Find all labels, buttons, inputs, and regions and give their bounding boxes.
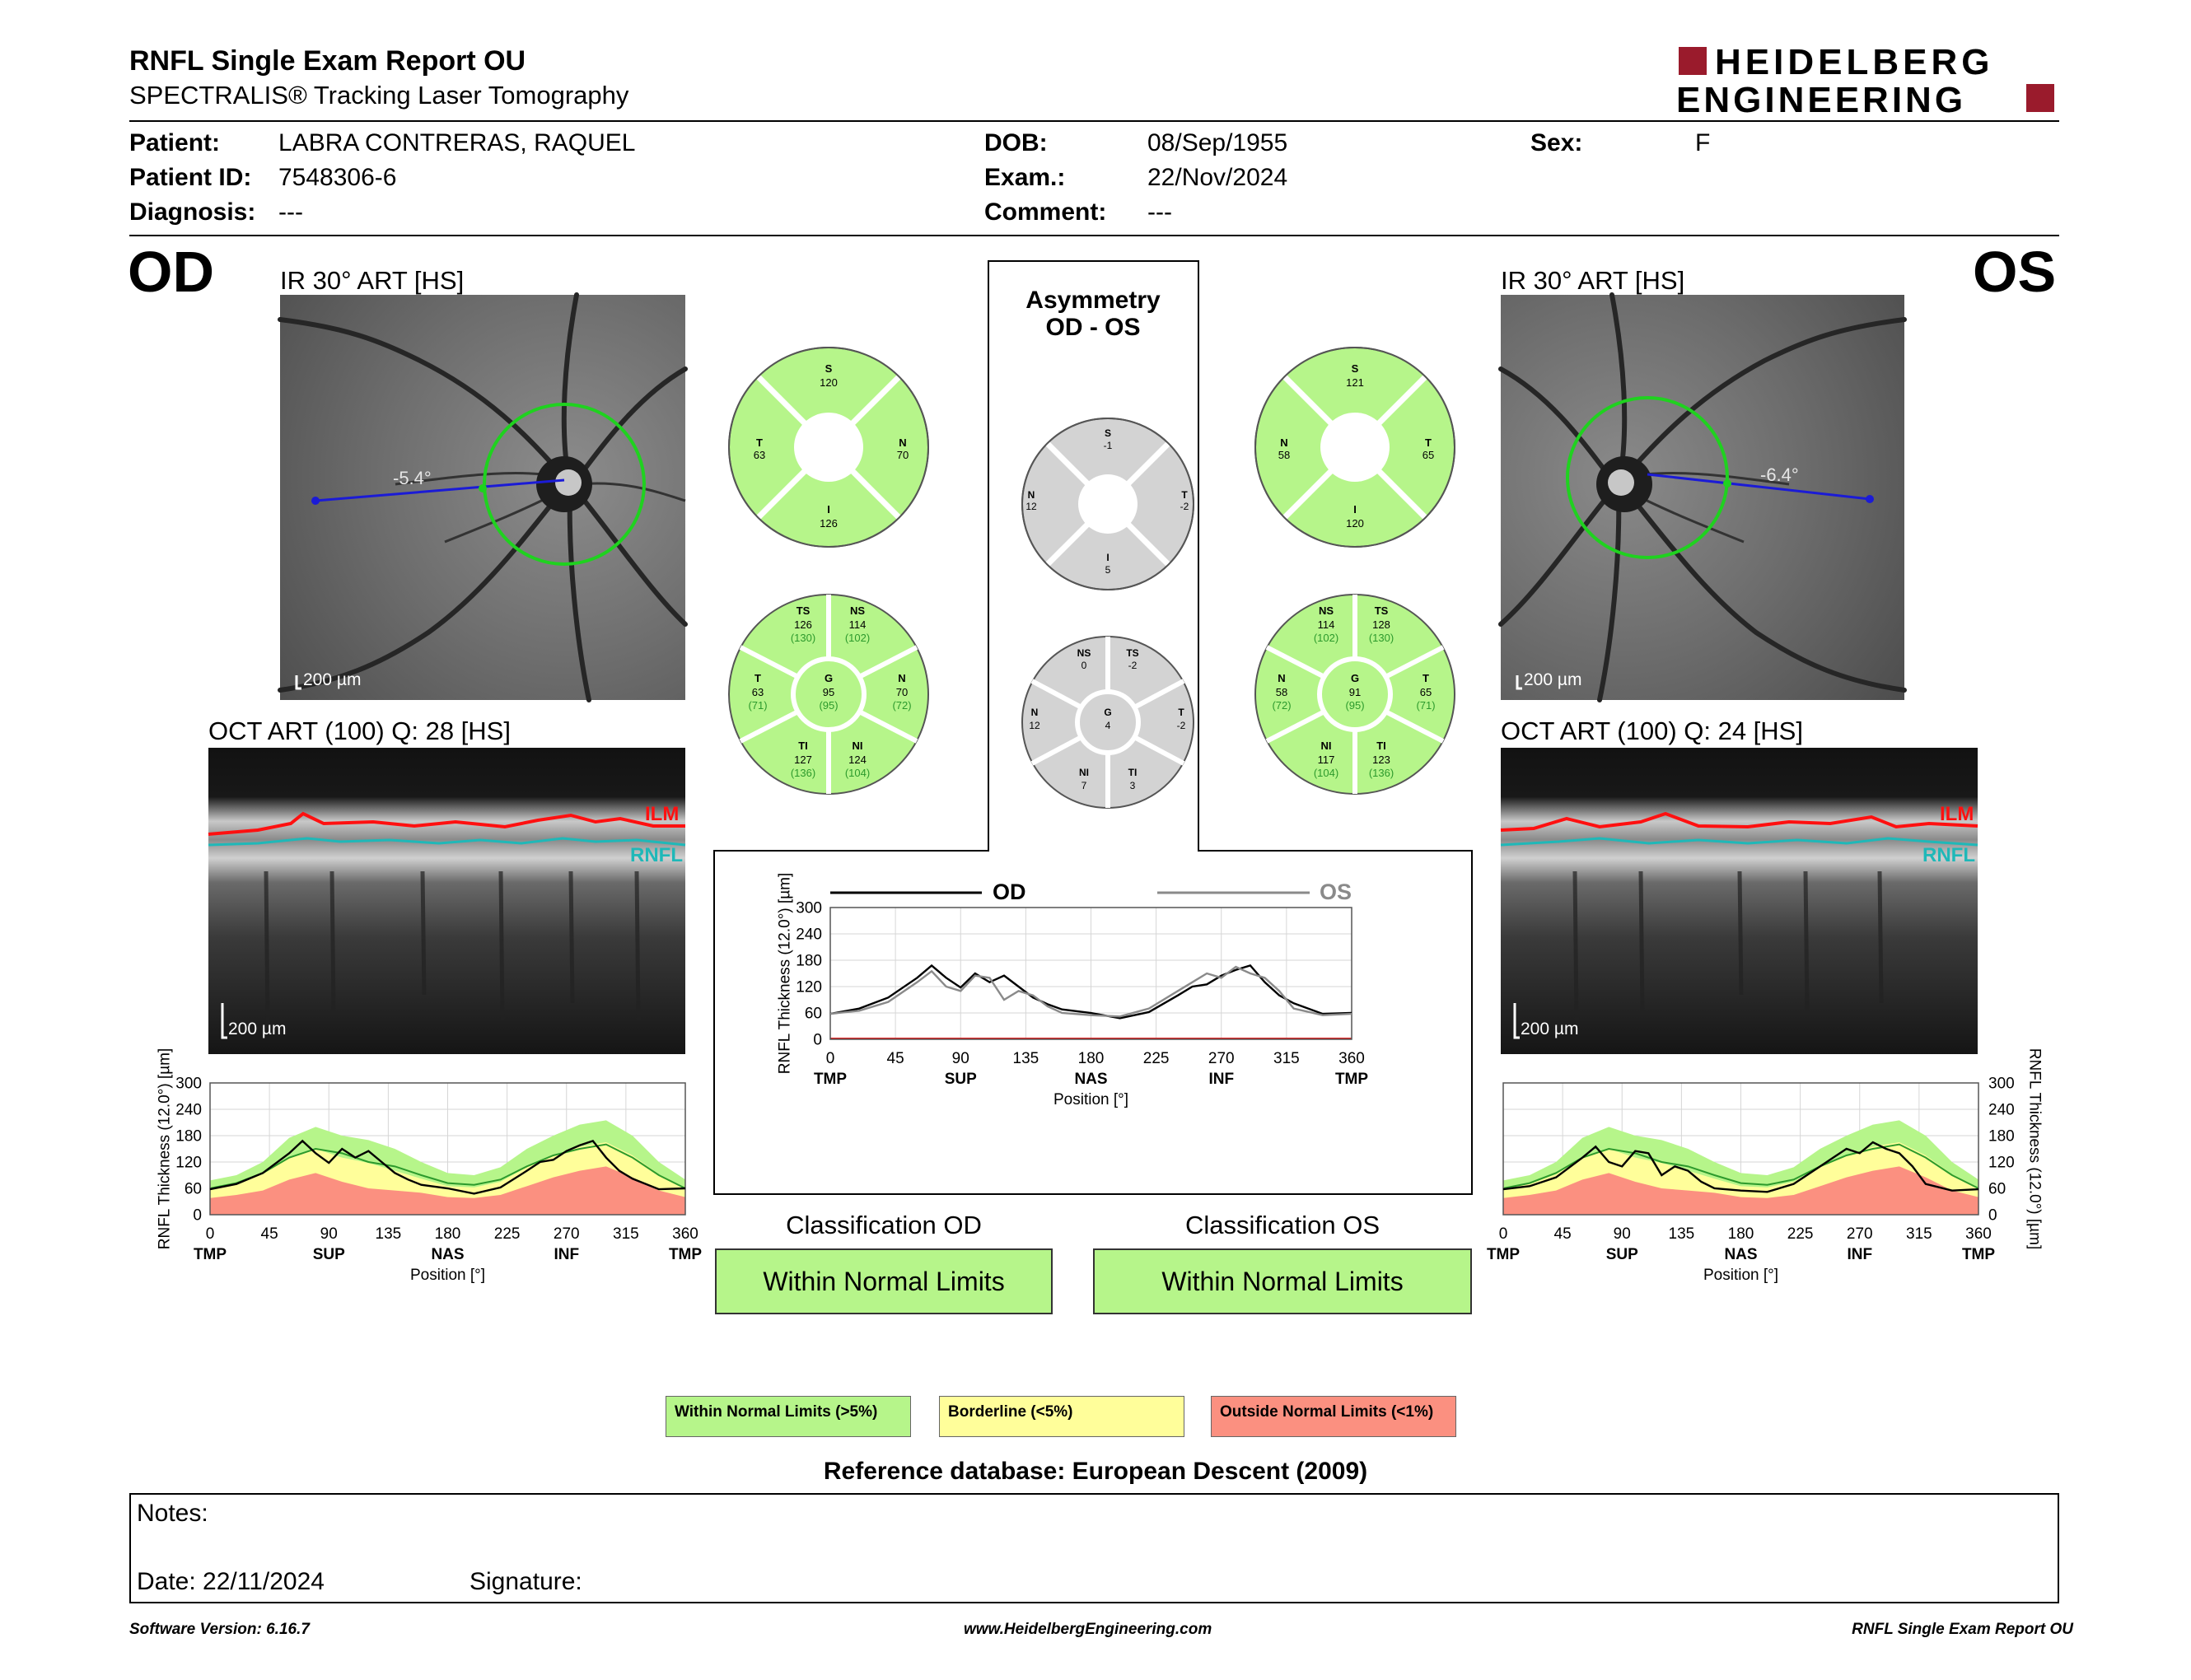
os-oct-image — [1501, 748, 1978, 1054]
header-divider — [129, 120, 2059, 122]
notes-box — [129, 1493, 2059, 1603]
svg-text:T: T — [754, 672, 761, 684]
region-label: TMP — [668, 1246, 703, 1263]
svg-text:N: N — [1030, 707, 1039, 718]
od-thickness-chart — [140, 1048, 703, 1297]
svg-text:N: N — [898, 672, 906, 684]
legend-os-label: OS — [1320, 880, 1352, 904]
x-tick-label: 180 — [434, 1225, 461, 1243]
legend-within-normal: Within Normal Limits (>5%) — [666, 1396, 911, 1437]
svg-text:S: S — [825, 362, 833, 375]
exam-label: Exam.: — [984, 164, 1066, 191]
legend-borderline: Borderline (<5%) — [939, 1396, 1184, 1437]
svg-text:4: 4 — [1105, 720, 1111, 731]
svg-text:65: 65 — [1422, 449, 1435, 461]
svg-text:TI: TI — [1128, 767, 1138, 778]
notes-label: Notes: — [137, 1500, 208, 1527]
classification-od-result: Within Normal Limits — [715, 1248, 1053, 1314]
x-tick-label: 135 — [1012, 1050, 1039, 1067]
x-tick-label: 0 — [825, 1050, 835, 1067]
svg-text:TI: TI — [798, 740, 808, 752]
svg-text:120: 120 — [1346, 517, 1364, 530]
svg-text:I: I — [827, 503, 830, 516]
svg-text:(104): (104) — [1313, 767, 1339, 779]
svg-text:RNFL: RNFL — [630, 844, 683, 866]
svg-text:58: 58 — [1278, 449, 1291, 461]
svg-text:ILM: ILM — [1940, 803, 1974, 825]
region-label: NAS — [1724, 1246, 1758, 1263]
y-tick-label: 180 — [175, 1127, 202, 1146]
svg-text:(71): (71) — [1416, 699, 1436, 712]
sex-value: F — [1695, 129, 1711, 156]
svg-text:N: N — [899, 436, 907, 449]
os-ir-title: IR 30° ART [HS] — [1501, 266, 1685, 295]
y-axis-label: RNFL Thickness (12.0°) [µm] — [776, 872, 794, 1075]
svg-text:I: I — [1353, 503, 1357, 516]
exam-value: 22/Nov/2024 — [1147, 164, 1288, 191]
svg-text:12: 12 — [1025, 501, 1037, 512]
svg-text:ENGINEERING: ENGINEERING — [1676, 80, 1967, 120]
svg-text:TS: TS — [1126, 647, 1139, 659]
svg-text:-2: -2 — [1176, 720, 1186, 731]
y-tick-label: 120 — [175, 1154, 202, 1172]
x-tick-label: 225 — [1787, 1225, 1814, 1243]
svg-text:T: T — [1178, 707, 1184, 718]
comment-value: --- — [1147, 198, 1172, 226]
x-tick-label: 315 — [613, 1225, 639, 1243]
date-label: Date: 22/11/2024 — [137, 1568, 325, 1595]
y-tick-label: 0 — [813, 1031, 822, 1049]
y-tick-label: 180 — [1988, 1127, 2015, 1146]
svg-text:N: N — [1027, 489, 1035, 501]
svg-text:N: N — [1280, 436, 1288, 449]
software-version: Software Version: 6.16.7 — [129, 1621, 310, 1638]
svg-text:200 µm: 200 µm — [1521, 1020, 1579, 1038]
y-tick-label: 0 — [1988, 1206, 1997, 1225]
region-label: TMP — [1334, 1071, 1369, 1088]
svg-text:(130): (130) — [790, 632, 816, 644]
svg-text:ILM: ILM — [645, 803, 680, 825]
region-label: NAS — [431, 1246, 465, 1263]
svg-text:114: 114 — [848, 618, 867, 631]
x-axis-label: Position [°] — [409, 1267, 486, 1284]
svg-text:200 µm: 200 µm — [228, 1020, 287, 1038]
svg-text:12: 12 — [1029, 720, 1040, 731]
dob-label: DOB: — [984, 129, 1048, 156]
od-eye-label: OD — [128, 240, 214, 304]
svg-text:70: 70 — [895, 686, 909, 698]
svg-text:65: 65 — [1419, 686, 1432, 698]
svg-text:G: G — [1350, 672, 1360, 684]
patient-id-label: Patient ID: — [129, 164, 252, 191]
svg-text:(136): (136) — [1368, 767, 1394, 779]
svg-text:124: 124 — [848, 754, 867, 766]
y-tick-label: 60 — [184, 1180, 202, 1198]
os-thickness-chart — [1486, 1048, 2047, 1297]
x-tick-label: 360 — [672, 1225, 698, 1243]
svg-text:TI: TI — [1376, 740, 1386, 752]
svg-text:(72): (72) — [1272, 699, 1292, 712]
x-tick-label: 180 — [1727, 1225, 1754, 1243]
od-oct-title: OCT ART (100) Q: 28 [HS] — [208, 716, 511, 745]
footer-url: www.HeidelbergEngineering.com — [964, 1621, 1212, 1638]
region-label: SUP — [312, 1246, 345, 1263]
svg-text:126: 126 — [820, 517, 838, 530]
y-tick-label: 120 — [796, 978, 822, 996]
svg-text:T: T — [1181, 489, 1188, 501]
report-subtitle: SPECTRALIS® Tracking Laser Tomography — [129, 81, 629, 110]
os-fundus-image — [1501, 295, 1904, 700]
diagnosis-label: Diagnosis: — [129, 198, 256, 226]
svg-text:G: G — [1104, 707, 1112, 718]
region-label: INF — [1208, 1071, 1235, 1088]
asym-sector-6 — [1007, 634, 1209, 810]
footer-report-name: RNFL Single Exam Report OU — [1852, 1621, 2073, 1638]
svg-text:123: 123 — [1372, 754, 1390, 766]
x-tick-label: 90 — [951, 1050, 969, 1067]
svg-text:NI: NI — [852, 740, 863, 752]
svg-text:-2: -2 — [1180, 501, 1189, 512]
svg-text:5: 5 — [1105, 564, 1111, 576]
svg-text:63: 63 — [751, 686, 764, 698]
y-tick-label: 60 — [804, 1005, 822, 1023]
svg-text:NS: NS — [1077, 647, 1091, 659]
sex-label: Sex: — [1530, 129, 1583, 156]
patient-name: LABRA CONTRERAS, RAQUEL — [278, 129, 636, 156]
heidelberg-logo — [1672, 42, 2067, 120]
x-tick-label: 360 — [1965, 1225, 1992, 1243]
y-tick-label: 300 — [175, 1075, 202, 1093]
chart-grid — [830, 908, 1352, 1039]
y-tick-label: 240 — [796, 926, 822, 944]
svg-text:T: T — [756, 436, 763, 449]
x-tick-label: 0 — [1498, 1225, 1508, 1243]
svg-text:NI: NI — [1079, 767, 1089, 778]
os-oct-title: OCT ART (100) Q: 24 [HS] — [1501, 716, 1803, 745]
x-tick-label: 270 — [1846, 1225, 1873, 1243]
y-tick-label: 60 — [1988, 1180, 2006, 1198]
svg-text:(136): (136) — [790, 767, 816, 779]
signature-label: Signature: — [470, 1568, 582, 1595]
svg-text:127: 127 — [794, 754, 812, 766]
x-tick-label: 315 — [1273, 1050, 1300, 1067]
svg-text:63: 63 — [753, 449, 766, 461]
y-tick-label: 240 — [175, 1101, 202, 1119]
region-label: SUP — [1605, 1246, 1638, 1263]
y-axis-label: RNFL Thickness (12.0°) [µm] — [156, 1048, 174, 1250]
comment-label: Comment: — [984, 198, 1107, 226]
info-divider — [129, 235, 2059, 236]
diagnosis-value: --- — [278, 198, 303, 226]
svg-text:(102): (102) — [1313, 632, 1339, 644]
svg-text:TS: TS — [1374, 604, 1389, 617]
svg-text:(95): (95) — [819, 699, 839, 712]
patient-id: 7548306-6 — [278, 164, 397, 191]
od-ir-title: IR 30° ART [HS] — [280, 266, 465, 295]
x-tick-label: 225 — [1142, 1050, 1170, 1067]
classification-od-title: Classification OD — [786, 1211, 982, 1239]
svg-text:117: 117 — [1317, 754, 1335, 766]
x-tick-label: 45 — [886, 1050, 904, 1067]
svg-text:-1: -1 — [1103, 440, 1113, 451]
svg-text:58: 58 — [1275, 686, 1288, 698]
svg-text:120: 120 — [820, 376, 838, 389]
region-label: NAS — [1074, 1071, 1108, 1088]
asymmetry-subtitle: OD - OS — [1045, 314, 1141, 341]
svg-text:S: S — [1351, 362, 1359, 375]
os-eye-label: OS — [1973, 240, 2057, 304]
x-tick-label: 135 — [375, 1225, 402, 1243]
svg-text:-5.4°: -5.4° — [393, 468, 432, 488]
svg-text:91: 91 — [1348, 686, 1362, 698]
region-label: TMP — [1486, 1246, 1521, 1263]
y-tick-label: 300 — [796, 899, 822, 917]
region-label: INF — [1847, 1246, 1873, 1263]
svg-text:RNFL: RNFL — [1922, 844, 1975, 866]
od-oct-image — [208, 748, 685, 1054]
x-tick-label: 360 — [1338, 1050, 1365, 1067]
x-tick-label: 270 — [553, 1225, 580, 1243]
y-tick-label: 120 — [1988, 1154, 2015, 1172]
svg-text:7: 7 — [1081, 780, 1087, 791]
x-axis-label: Position [°] — [1703, 1267, 1779, 1284]
svg-text:128: 128 — [1372, 618, 1390, 631]
svg-text:(104): (104) — [844, 767, 871, 779]
reference-database: Reference database: European Descent (2009) — [823, 1458, 1368, 1485]
svg-text:95: 95 — [822, 686, 835, 698]
svg-text:(71): (71) — [748, 699, 768, 712]
region-label: TMP — [193, 1246, 227, 1263]
x-tick-label: 90 — [320, 1225, 338, 1243]
svg-text:NS: NS — [849, 604, 866, 617]
x-tick-label: 270 — [1208, 1050, 1235, 1067]
x-tick-label: 315 — [1906, 1225, 1932, 1243]
region-label: TMP — [1961, 1246, 1996, 1263]
svg-text:114: 114 — [1317, 618, 1335, 631]
x-axis-label: Position [°] — [1053, 1091, 1129, 1108]
y-tick-label: 300 — [1988, 1075, 2015, 1093]
x-tick-label: 45 — [1553, 1225, 1572, 1243]
dob-value: 08/Sep/1955 — [1147, 129, 1288, 156]
classification-os-result: Within Normal Limits — [1093, 1248, 1472, 1314]
svg-text:200 µm: 200 µm — [303, 670, 362, 689]
svg-text:(130): (130) — [1368, 632, 1394, 644]
svg-text:-2: -2 — [1128, 660, 1138, 671]
report-title: RNFL Single Exam Report OU — [129, 45, 526, 77]
svg-text:T: T — [1423, 672, 1429, 684]
svg-text:0: 0 — [1081, 660, 1087, 671]
svg-text:3: 3 — [1129, 780, 1136, 791]
legend-outside-normal: Outside Normal Limits (<1%) — [1211, 1396, 1456, 1437]
svg-text:(102): (102) — [844, 632, 871, 644]
svg-text:NS: NS — [1318, 604, 1334, 617]
svg-text:126: 126 — [794, 618, 812, 631]
x-tick-label: 45 — [260, 1225, 278, 1243]
x-tick-label: 135 — [1668, 1225, 1695, 1243]
classification-os-title: Classification OS — [1184, 1211, 1380, 1239]
od-fundus-image — [280, 295, 685, 700]
region-label: INF — [554, 1246, 580, 1263]
svg-text:(95): (95) — [1345, 699, 1365, 712]
svg-text:N: N — [1278, 672, 1286, 684]
asymmetry-title: Asymmetry — [1025, 287, 1161, 314]
svg-text:(72): (72) — [892, 699, 912, 712]
svg-text:T: T — [1425, 436, 1432, 449]
svg-text:NI: NI — [1320, 740, 1332, 752]
svg-text:G: G — [824, 672, 834, 684]
x-tick-label: 0 — [205, 1225, 215, 1243]
svg-text:121: 121 — [1346, 376, 1364, 389]
x-tick-label: 90 — [1613, 1225, 1631, 1243]
y-axis-label: RNFL Thickness (12.0°) [µm] — [2025, 1048, 2044, 1250]
svg-text:S: S — [1104, 427, 1112, 439]
patient-label: Patient: — [129, 129, 221, 156]
svg-text:200 µm: 200 µm — [1524, 670, 1582, 689]
x-tick-label: 225 — [493, 1225, 521, 1243]
svg-text:I: I — [1106, 552, 1110, 563]
x-tick-label: 180 — [1077, 1050, 1105, 1067]
svg-text:HEIDELBERG: HEIDELBERG — [1715, 42, 1994, 82]
region-label: TMP — [813, 1071, 848, 1088]
y-tick-label: 180 — [796, 952, 822, 970]
svg-text:70: 70 — [896, 449, 909, 461]
asymmetry-thickness-chart — [754, 872, 1371, 1128]
y-tick-label: 0 — [193, 1206, 202, 1225]
y-tick-label: 240 — [1988, 1101, 2015, 1119]
svg-text:TS: TS — [796, 604, 811, 617]
svg-text:-6.4°: -6.4° — [1760, 464, 1799, 485]
region-label: SUP — [944, 1071, 977, 1088]
legend-od-label: OD — [993, 880, 1026, 904]
asym-sector-4 — [1007, 416, 1209, 592]
